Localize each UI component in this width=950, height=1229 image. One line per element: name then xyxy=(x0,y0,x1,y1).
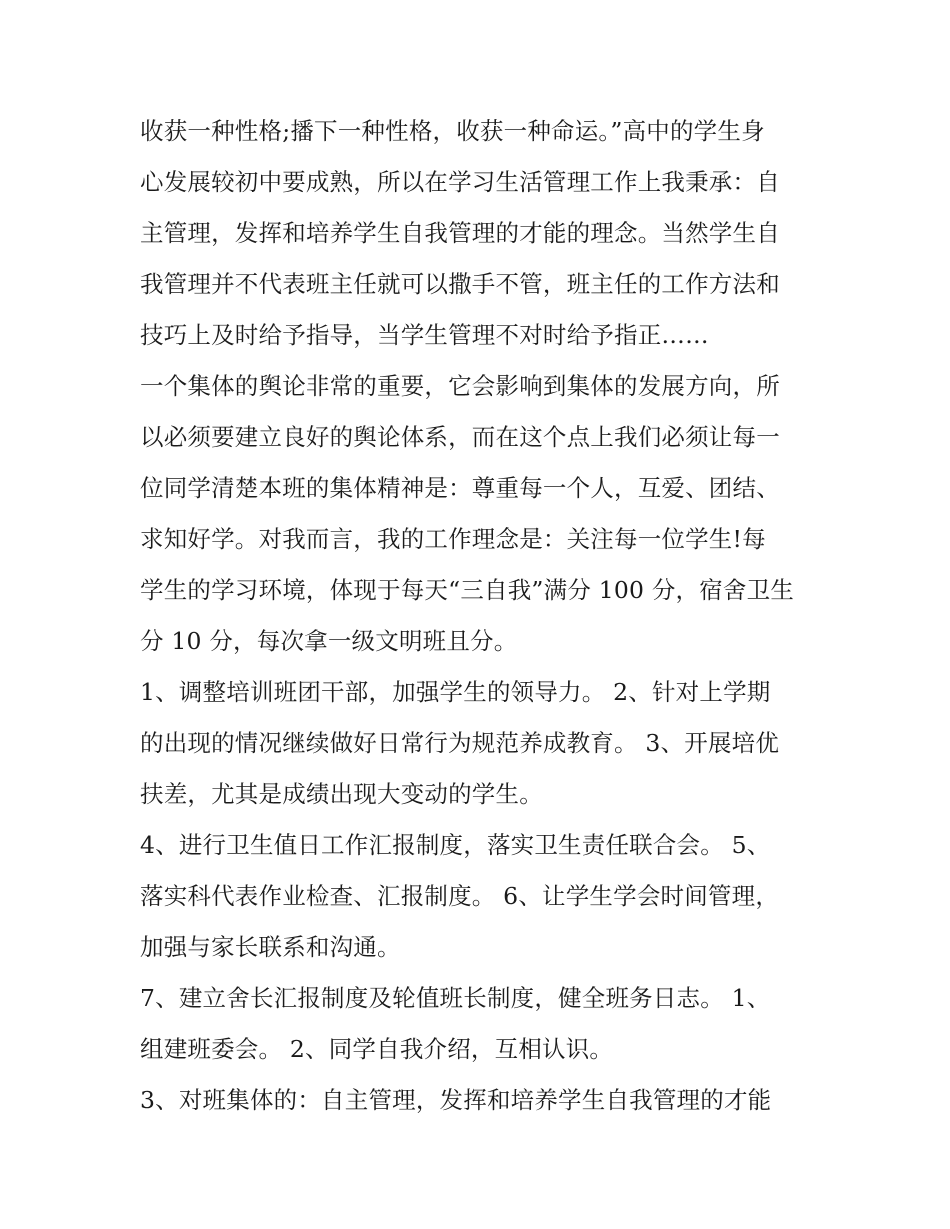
text-line: 扶差，尤其是成绩出现大变动的学生。 xyxy=(140,780,543,808)
text-line: 位同学清楚本班的集体精神是：尊重每一个人，互爱、团结、 xyxy=(140,474,780,502)
text-line: 4、进行卫生值日工作汇报制度，落实卫生责任联合会。 5、 xyxy=(140,831,771,859)
text-line: 以必须要建立良好的舆论体系，而在这个点上我们必须让每一 xyxy=(140,423,780,451)
text-line: 1、调整培训班团干部，加强学生的领导力。 2、针对上学期 xyxy=(140,678,771,706)
text-line: 分 10 分，每次拿一级文明班且分。 xyxy=(140,627,518,655)
text-line: 收获一种性格;播下一种性格，收获一种命运。”高中的学生身 xyxy=(140,117,765,145)
text-line: 我管理并不代表班主任就可以撒手不管，班主任的工作方法和 xyxy=(140,270,780,298)
text-line: 加强与家长联系和沟通。 xyxy=(140,933,401,961)
text-line: 落实科代表作业检查、汇报制度。 6、让学生学会时间管理， xyxy=(140,882,780,910)
text-line: 一个集体的舆论非常的重要，它会影响到集体的发展方向，所 xyxy=(140,372,780,400)
text-line: 学生的学习环境，体现于每天“三自我”满分 100 分，宿舍卫生 xyxy=(140,576,795,604)
text-line: 的出现的情况继续做好日常行为规范养成教育。 3、开展培优 xyxy=(140,729,780,757)
text-line: 技巧上及时给予指导，当学生管理不对时给予指正…… xyxy=(140,321,709,349)
text-line: 7、建立舍长汇报制度及轮值班长制度，健全班务日志。 1、 xyxy=(140,984,771,1012)
text-line: 组建班委会。 2、同学自我介绍，互相认识。 xyxy=(140,1035,614,1063)
text-line: 3、对班集体的：自主管理，发挥和培养学生自我管理的才能 xyxy=(140,1086,772,1114)
text-line: 求知好学。对我而言，我的工作理念是：关注每一位学生!每 xyxy=(140,525,766,553)
text-line: 心发展较初中要成熟，所以在学习生活管理工作上我秉承：自 xyxy=(140,168,780,196)
body-text xyxy=(140,106,820,1126)
text-line: 主管理，发挥和培养学生自我管理的才能的理念。当然学生自 xyxy=(140,219,780,247)
